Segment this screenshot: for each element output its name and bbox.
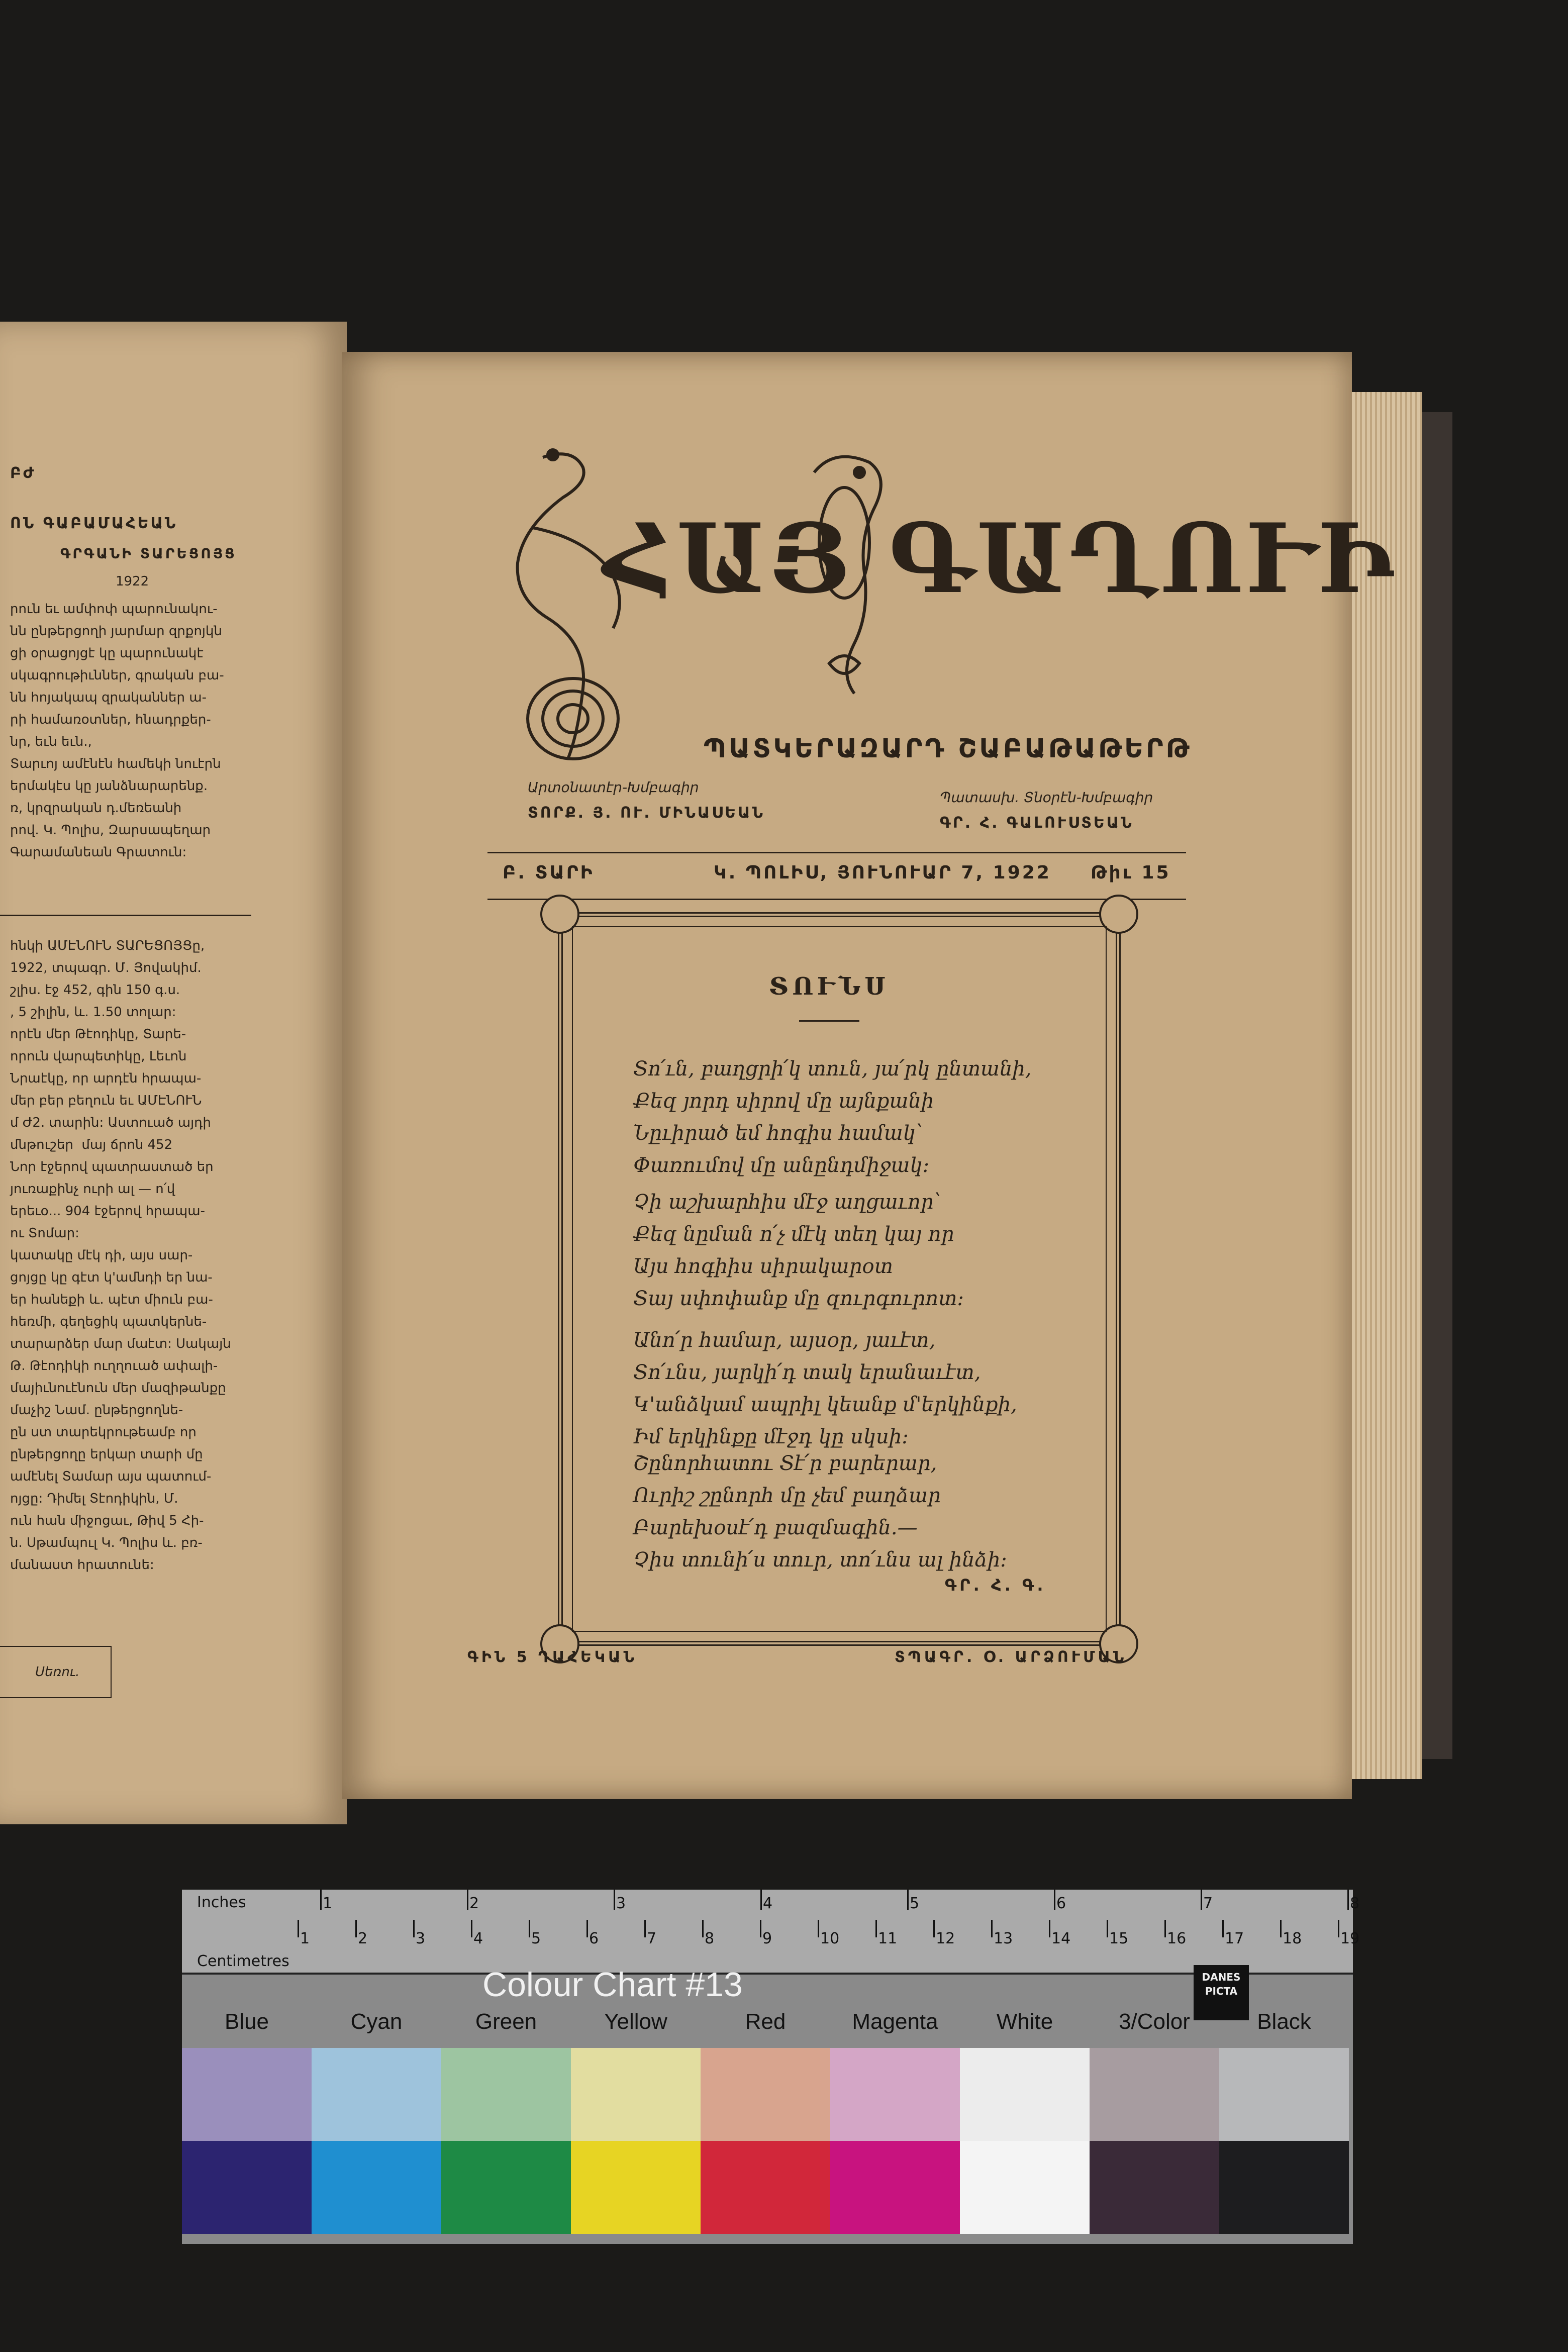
poem-stanza-3: Անո՛ր համար, այսօր, յաւէտ, Տո՛ւնս, յարկի՛դ տակ երանաւէտ, Կ'անձկամ ապրիլ կեանք մ'երկինքի, Իմ երկինքը մէջդ կը սկսի: xyxy=(633,1329,1017,1448)
left-section: ԳՐԳԱՆԻ ՏԱՐԵՑՈՅՑ xyxy=(60,545,237,562)
cm-tick-mark xyxy=(1164,1920,1166,1937)
cm-tick: 7 xyxy=(647,1930,657,1947)
inch-tick: 5 xyxy=(910,1895,920,1912)
chart-title: Colour Chart #13 xyxy=(482,1966,743,2004)
inch-tick-mark xyxy=(907,1890,909,1910)
swatch-label: White xyxy=(996,2009,1053,2034)
cm-tick: 17 xyxy=(1225,1930,1244,1947)
cm-tick: 13 xyxy=(994,1930,1013,1947)
swatch-solid xyxy=(830,2141,960,2234)
issue-place-date: Կ. ՊՈԼԻՍ, ՅՈՒՆՈՒԱՐ 7, 1922 xyxy=(714,862,1051,883)
swatch-solid xyxy=(960,2141,1090,2234)
inch-tick-mark xyxy=(320,1890,322,1910)
swatch-tint xyxy=(441,2048,571,2141)
issue-year: Բ. ՏԱՐԻ xyxy=(503,862,595,883)
cm-tick-mark xyxy=(991,1920,993,1937)
inch-tick-mark xyxy=(1054,1890,1055,1910)
swatch-label: 3/Color xyxy=(1119,2009,1190,2034)
editor-name: ԳՐ. Հ. ԳԱԼՈՒՍՏԵԱՆ xyxy=(940,814,1134,832)
masthead-title: ՀԱՅ ԳԱՂՈՒԻ xyxy=(603,503,1397,615)
inch-tick-mark xyxy=(614,1890,615,1910)
left-box-text: Սեռու. xyxy=(35,1664,80,1680)
cm-tick: 9 xyxy=(762,1930,772,1947)
cm-tick-mark xyxy=(298,1920,299,1937)
cm-tick: 4 xyxy=(473,1930,483,1947)
cm-tick: 15 xyxy=(1109,1930,1129,1947)
inch-tick: 3 xyxy=(616,1895,626,1912)
swatch-tint xyxy=(182,2048,312,2141)
cm-tick-mark xyxy=(644,1920,646,1937)
cm-tick: 5 xyxy=(531,1930,541,1947)
swatch-label: Green xyxy=(475,2009,537,2034)
left-heading: ԲԺ xyxy=(10,464,36,482)
cm-tick-mark xyxy=(529,1920,530,1937)
swatch-solid xyxy=(441,2141,571,2234)
cm-tick-mark xyxy=(355,1920,357,1937)
poem-stanza-1: Տո՛ւն, բաղցրի՛կ տուն, յա՛րկ ընտանի, Քեզ յորդ սիրով մը այնքանի Նըւիրած եմ հոգիս համակ՝ Փառումով մը անընդմիջակ: xyxy=(633,1057,1032,1177)
inch-tick: 6 xyxy=(1056,1895,1066,1912)
cm-tick-mark xyxy=(1338,1920,1339,1937)
swatch-solid xyxy=(571,2141,701,2234)
left-paragraph-2: հնկի ԱՄԷՆՈՒՆ ՏԱՐԵՑՈՅՑը, 1922, տպագր. Մ. Յովակիմ. շլիս. էջ 452, գին 150 գ.ս. , 5 շիլին, և. 1.50 տոլար: որէն մեր Թէոդիկը, Տարե- որուն վարպետիկը, Լեւոն Նրաէկը, որ արդէն հրապա- մեր բեր բեղուն եւ ԱՄԷՆՈՒՆ մ Ժ2. տարին: Աստուած այդի մնթուշեր մայ ճրոն 452 Նոր էջերով պատրաստած եր յուռաքինչ ուրի ալ — ո՛վ երեւօ... 904 էջերով հրապա- ու Տոմար: կատակը մէկ դի, այս սար- ցոյցը կը գէտ կ'ամնդի եր նա- եր հանեքի և. պէտ միուն բա- հեռմի, գեղեցիկ պատկերնե- տարարձեր մար մաէտ: Սակայն Թ. Թէոդիկի ուղղուած ափալի- մայիւնուէնուն մեր մազիթանքը մաչիշ Նամ. ընթերցողնե- ըն ստ տարեկրութեամբ որ ընթերցողը երկար տարի մը ամէնել Տամար այս պատում- ոյցը: Դիմել Տէոդիկին, Մ. ուն հան միջոցաւ, Թիվ 5 Հի- ն. Սթամպուլ Կ. Պոլիս և. բռ- մանաստ հրատունե: xyxy=(10,938,231,1573)
publisher-role: Արտօնատէր-Խմբագիր xyxy=(528,779,699,796)
logo-line-1: DANES xyxy=(1202,1971,1241,1983)
poem-stanza-2: Չի աշխարհիս մէջ աղցաւոր՝ Քեզ նըման ո՛չ մէկ տեղ կայ որ Այս հոգիիս սիրակարօտ Տայ սփոփանք մը զուրգուրոտ: xyxy=(633,1191,964,1310)
left-divider xyxy=(0,915,251,916)
masthead-subtitle: ՊԱՏԿԵՐԱԶԱՐԴ ՇԱԲԱԹԱԹԵՐԹ xyxy=(704,734,1192,764)
cm-tick-mark xyxy=(1222,1920,1224,1937)
cm-tick: 1 xyxy=(300,1930,310,1947)
swatch-tint xyxy=(571,2048,701,2141)
inch-tick-mark xyxy=(467,1890,468,1910)
logo-line-2: PICTA xyxy=(1205,1985,1238,1997)
cm-tick-mark xyxy=(413,1920,415,1937)
inches-label: Inches xyxy=(197,1894,246,1911)
cm-tick: 2 xyxy=(358,1930,368,1947)
left-box xyxy=(0,1646,112,1698)
cm-tick-mark xyxy=(471,1920,472,1937)
swatch-tint xyxy=(960,2048,1090,2141)
swatch-solid xyxy=(1090,2141,1219,2234)
swatch-label: Red xyxy=(745,2009,786,2034)
cm-tick: 14 xyxy=(1051,1930,1071,1947)
swatch-solid xyxy=(701,2141,830,2234)
left-author-line: ՈՆ ԳԱԲԱՄԱՀԵԱՆ xyxy=(10,515,178,532)
swatch-tint xyxy=(312,2048,441,2141)
swatch-label: Black xyxy=(1257,2009,1311,2034)
left-year: 1922 xyxy=(116,574,149,589)
cm-tick: 11 xyxy=(878,1930,898,1947)
ruler xyxy=(182,1890,1360,1975)
swatch-label: Yellow xyxy=(604,2009,667,2034)
left-paragraph-1: րուն եւ ամփոփ պարունակու- նն ընթերցողի յարմար զրքոյկն ցի օրացոյցէ կը պարունակէ սկագրութիւններ, գրական բա- նն հոյակապ զրականներ ա- րի համառօտներ, հնադրքեր- նր, եւն եւն., Տարւոյ ամէնէն համեկի նուէրն երմակէս կը յանձնարարենք. ռ, կրզրական դ.մեռեանի րով. Կ. Պոլիս, Զարսապեղար Գարամանեան Գրատուն: xyxy=(10,602,224,860)
inch-tick: 8 xyxy=(1350,1895,1360,1912)
inch-tick-mark xyxy=(1201,1890,1202,1910)
inch-tick: 4 xyxy=(763,1895,773,1912)
cm-tick-mark xyxy=(702,1920,704,1937)
centimetres-label: Centimetres xyxy=(197,1952,289,1970)
inch-tick: 1 xyxy=(323,1895,333,1912)
cm-tick: 8 xyxy=(705,1930,715,1947)
swatch-label: Magenta xyxy=(852,2009,938,2034)
swatch-tint xyxy=(1219,2048,1349,2141)
cm-tick-mark xyxy=(875,1920,877,1937)
swatch-tint xyxy=(830,2048,960,2141)
swatch-tint xyxy=(701,2048,830,2141)
inch-tick: 2 xyxy=(469,1895,479,1912)
swatch-label: Cyan xyxy=(350,2009,403,2034)
printer: ՏՊԱԳՐ. Օ. ԱՐՁՈՒՄԱՆ xyxy=(895,1648,1127,1666)
swatch-solid xyxy=(1219,2141,1349,2234)
cm-tick-mark xyxy=(1049,1920,1050,1937)
issue-bar xyxy=(487,852,1186,900)
cm-tick: 12 xyxy=(936,1930,955,1947)
cm-tick-mark xyxy=(586,1920,588,1937)
cover-board xyxy=(1422,412,1452,1759)
cm-tick: 10 xyxy=(820,1930,840,1947)
inch-tick-mark xyxy=(760,1890,762,1910)
cm-tick-mark xyxy=(818,1920,819,1937)
left-page xyxy=(0,322,347,1824)
cm-tick: 16 xyxy=(1167,1930,1187,1947)
cm-tick: 18 xyxy=(1283,1930,1302,1947)
cm-tick: 19 xyxy=(1340,1930,1360,1947)
swatch-solid xyxy=(312,2141,441,2234)
swatch-label: Blue xyxy=(224,2009,269,2034)
cm-tick: 6 xyxy=(589,1930,599,1947)
poem-title: ՏՈՒՆՍ xyxy=(768,972,890,1001)
cm-tick-mark xyxy=(1280,1920,1282,1937)
editor-role: Պատասխ. Տնօրէն-Խմբագիր xyxy=(940,789,1153,806)
swatch-tint xyxy=(1090,2048,1219,2141)
cm-tick-mark xyxy=(933,1920,935,1937)
inch-tick-mark xyxy=(1347,1890,1349,1910)
cm-tick: 3 xyxy=(416,1930,426,1947)
frame-corner-ornament xyxy=(1099,895,1138,934)
poem-signature: ԳՐ. Հ. Գ. xyxy=(945,1576,1046,1595)
poem-stanza-4: Շընորհատու Տէ՛ր բարերար, Ուրիշ շընորհ մը չեմ բաղձար Բարեխօսէ՛դ բազմագին.— Չիս տունի՛ս տուր, տո՛ւնս ալ ինձի: xyxy=(633,1452,1007,1572)
cm-tick-mark xyxy=(760,1920,761,1937)
swatch-solid xyxy=(182,2141,312,2234)
frame-corner-ornament xyxy=(540,895,579,934)
publisher-name: ՏՈՐՔ. Յ. ՈՒ. ՄԻՆԱՍԵԱՆ xyxy=(528,804,765,822)
issue-number: Թիւ 15 xyxy=(1091,862,1171,883)
price: ԳԻՆ 5 ԴԱՀԵԿԱՆ xyxy=(467,1648,638,1666)
title-ornament xyxy=(799,1020,859,1025)
cm-tick-mark xyxy=(1107,1920,1108,1937)
inch-tick: 7 xyxy=(1203,1895,1213,1912)
